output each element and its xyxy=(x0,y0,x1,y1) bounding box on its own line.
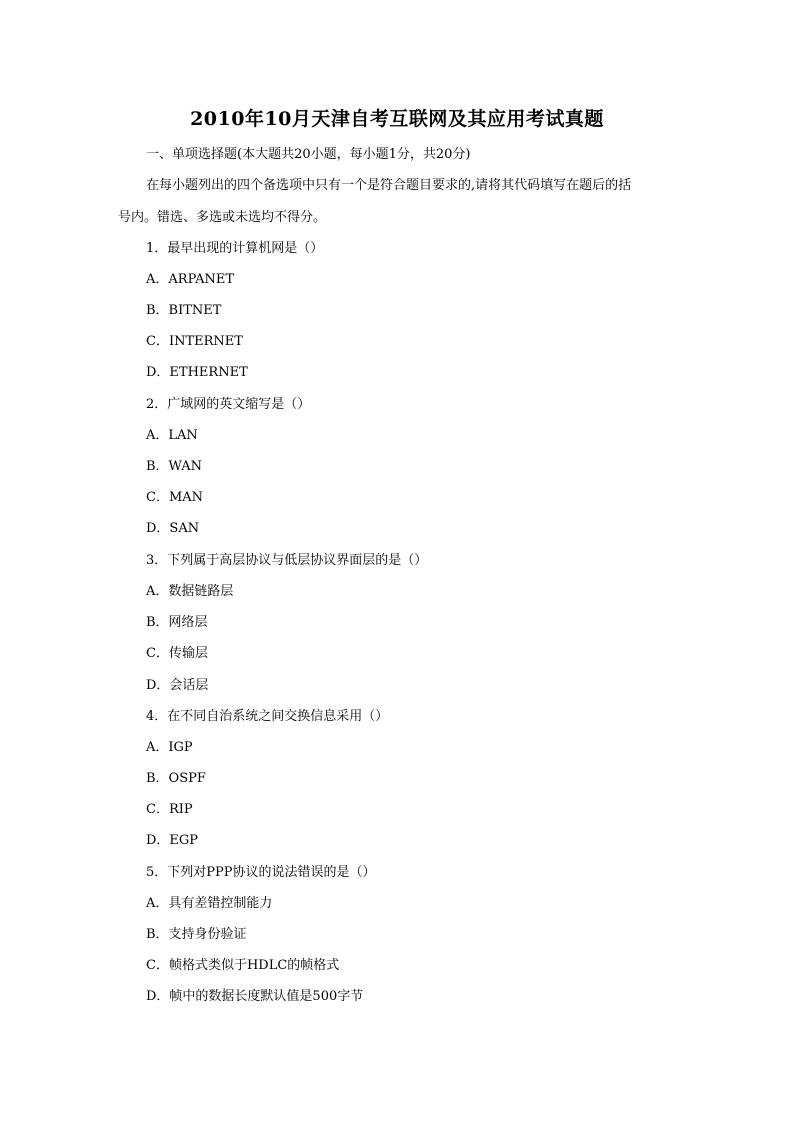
question-option: C．传输层 xyxy=(146,646,208,661)
instructions-line-1: 在每小题列出的四个备选项中只有一个是符合题目要求的,请将其代码填写在题后的括 xyxy=(146,178,632,193)
question-option: D．会话层 xyxy=(146,678,209,693)
question-option: D．EGP xyxy=(146,833,199,848)
question-option: D．SAN xyxy=(146,521,200,536)
question-option: D．ETHERNET xyxy=(146,365,248,380)
question-option: C．INTERNET xyxy=(146,334,243,349)
question-option: A．LAN xyxy=(146,428,198,443)
question-option: B．网络层 xyxy=(146,615,208,630)
question-stem: 5．下列对PPP协议的说法错误的是（） xyxy=(146,865,376,880)
question-option: B．WAN xyxy=(146,459,203,474)
question-option: A．ARPANET xyxy=(146,272,235,287)
question-option: A．数据链路层 xyxy=(146,584,234,599)
question-stem: 2．广域网的英文缩写是（） xyxy=(146,397,311,412)
question-option: B．支持身份验证 xyxy=(146,927,247,942)
document-title: 2010年10月天津自考互联网及其应用考试真题 xyxy=(190,108,604,130)
question-option: A．IGP xyxy=(146,740,193,755)
question-option: C．帧格式类似于HDLC的帧格式 xyxy=(146,958,340,973)
question-option: A．具有差错控制能力 xyxy=(146,896,273,911)
question-stem: 1．最早出现的计算机网是（） xyxy=(146,241,324,256)
instructions-line-2: 号内。错选、多选或未选均不得分。 xyxy=(118,210,327,225)
question-stem: 3．下列属于高层协议与低层协议界面层的是（） xyxy=(146,553,428,568)
question-stem: 4．在不同自治系统之间交换信息采用（） xyxy=(146,709,389,724)
question-option: C．MAN xyxy=(146,490,204,505)
section-heading: 一、单项选择题(本大题共20小题，每小题1分，共20分) xyxy=(146,147,471,162)
question-option: D．帧中的数据长度默认值是500字节 xyxy=(146,989,364,1004)
question-option: B．BITNET xyxy=(146,303,222,318)
question-option: C．RIP xyxy=(146,802,193,817)
question-option: B．OSPF xyxy=(146,771,206,786)
